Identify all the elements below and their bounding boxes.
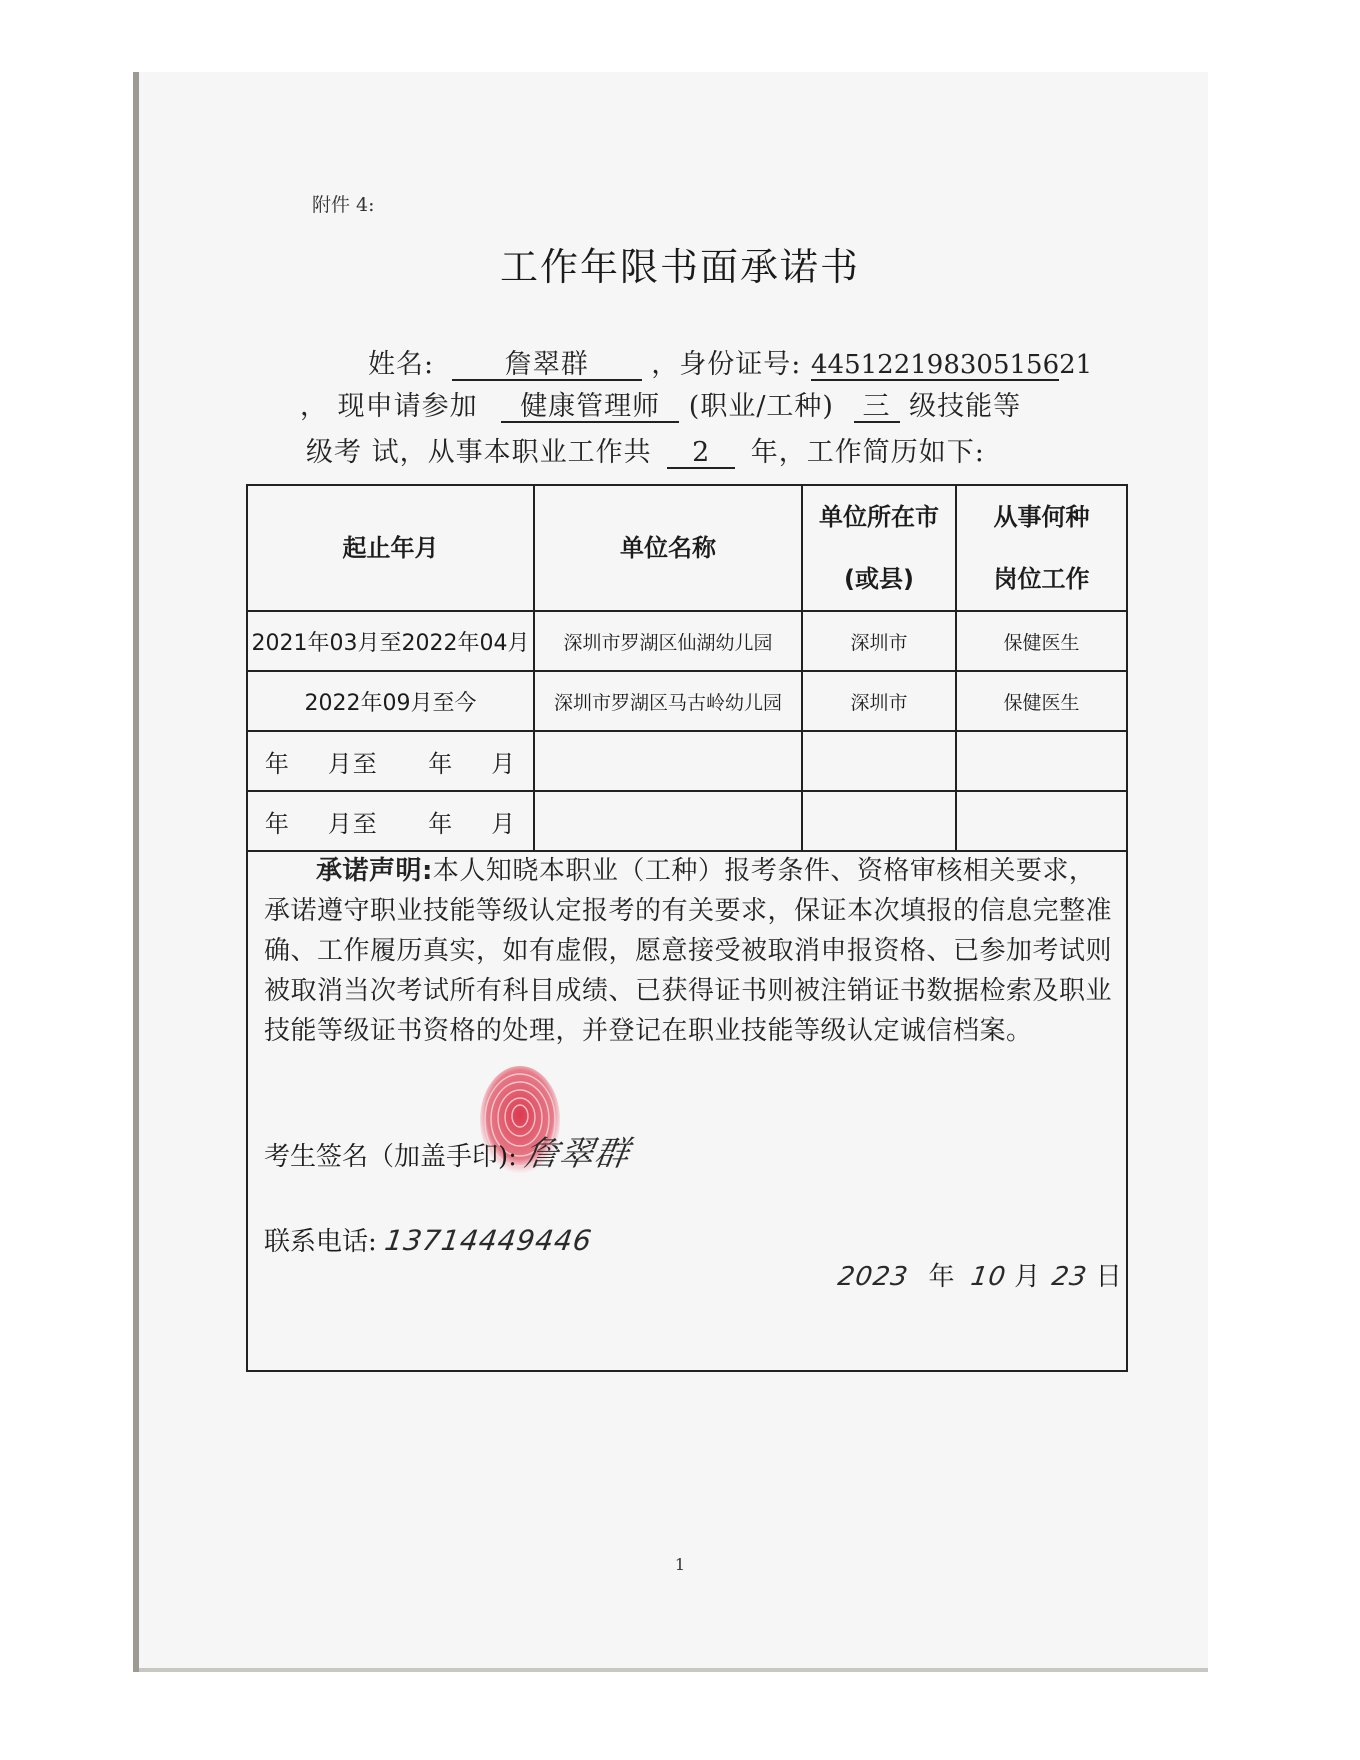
work-history-table <box>248 486 1126 852</box>
handwritten-signature: 詹翠群 <box>521 1134 633 1174</box>
row-employer: 深圳市罗湖区马古岭幼儿园 <box>534 671 802 731</box>
header-city: 单位所在市 (或县) <box>802 486 956 611</box>
commitment-form <box>246 484 1128 1372</box>
experience-line <box>306 430 985 469</box>
name-label: 姓名: <box>368 349 435 380</box>
date-row <box>835 1256 1122 1293</box>
exam-prefix: 级考 试，从事本职业工作共 <box>306 437 652 468</box>
table-row <box>248 671 1126 731</box>
level-value: 三 <box>854 393 900 423</box>
date-year: 2023 <box>835 1262 911 1292</box>
name-id-line <box>368 342 1093 381</box>
date-day-suffix: 日 <box>1095 1262 1122 1292</box>
pledge-heading: 承诺声明: <box>316 856 433 886</box>
pledge-statement <box>264 851 1116 1051</box>
signature-row <box>264 1126 633 1175</box>
apply-prefix: ， 现申请参加 <box>300 391 478 422</box>
header-position: 从事何种 岗位工作 <box>956 486 1126 611</box>
row-position: 保健医生 <box>956 611 1126 671</box>
years-value: 2 <box>667 439 735 469</box>
row-period: 2021年03月至2022年04月 <box>248 611 534 671</box>
id-label: ，身份证号: <box>651 349 802 380</box>
level-suffix: 级技能等 <box>909 391 1022 422</box>
row-period: 2022年09月至今 <box>248 671 534 731</box>
row-city-blank <box>802 791 956 851</box>
row-period-blank: 年 月至 年 月 <box>248 791 534 851</box>
row-position: 保健医生 <box>956 671 1126 731</box>
date-year-suffix: 年 <box>928 1262 955 1292</box>
row-position-blank <box>956 791 1126 851</box>
phone-row <box>264 1221 595 1258</box>
id-number-value: 445122198305156​21 <box>811 350 1093 380</box>
page-number: 1 <box>674 1555 686 1574</box>
application-line <box>300 384 1021 423</box>
occupation-value: 健康管理师 <box>501 393 679 423</box>
occupation-suffix: (职业/工种) <box>688 391 834 422</box>
signature-label: 考生签名（加盖手印): <box>264 1142 517 1172</box>
annex-label: 附件 4: <box>312 194 375 216</box>
document-title: 工作年限书面承诺书 <box>499 245 860 289</box>
date-month-suffix: 月 <box>1014 1262 1041 1292</box>
header-period: 起止年月 <box>248 486 534 611</box>
row-employer-blank <box>534 791 802 851</box>
table-header-row <box>248 486 1126 611</box>
date-day: 23 <box>1050 1262 1090 1292</box>
phone-label: 联系电话: <box>264 1227 377 1257</box>
row-city-blank <box>802 731 956 791</box>
row-period-blank: 年 月至 年 月 <box>248 731 534 791</box>
header-employer: 单位名称 <box>534 486 802 611</box>
years-suffix: 年，工作简历如下: <box>750 437 985 468</box>
row-employer-blank <box>534 731 802 791</box>
table-row <box>248 791 1126 851</box>
row-city: 深圳市 <box>802 671 956 731</box>
pledge-text: 本人知晓本职业（工种）报考条件、资格审核相关要求，承诺遵守职业技能等级认定报考的有关要求，保证本次填报的信息完整准确、工作履历真实，如有虚假，愿意接受被取消申报资格、已参加考试则被取消当次考试所有科目成绩、已获得证书则被注销证书数据检索及职业技能等级证书资格的处理，并登记在职业技能等级认定诚信档案。 <box>264 856 1113 1046</box>
row-city: 深圳市 <box>802 611 956 671</box>
row-position-blank <box>956 731 1126 791</box>
phone-value: 13714449446 <box>382 1224 595 1257</box>
table-row <box>248 731 1126 791</box>
date-month: 10 <box>968 1262 1008 1292</box>
name-value: 詹翠群 <box>452 351 642 381</box>
table-row <box>248 611 1126 671</box>
row-employer: 深圳市罗湖区仙湖幼儿园 <box>534 611 802 671</box>
